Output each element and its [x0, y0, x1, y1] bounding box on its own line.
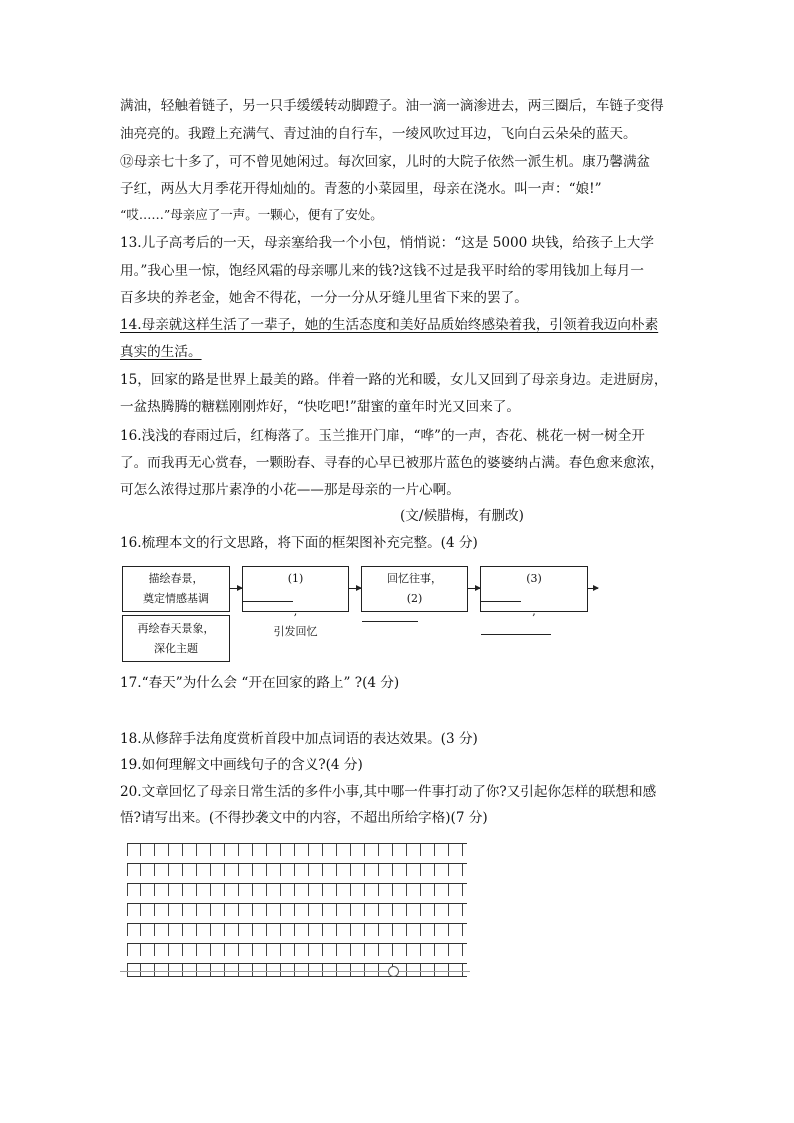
- grid-cell[interactable]: [183, 944, 197, 956]
- grid-cell[interactable]: [449, 844, 463, 856]
- grid-cell[interactable]: [435, 964, 449, 976]
- grid-cell[interactable]: [379, 884, 393, 896]
- grid-cell[interactable]: [351, 964, 365, 976]
- flow-arrow: [230, 588, 242, 589]
- grid-cell[interactable]: [323, 964, 337, 976]
- grid-cell[interactable]: [309, 844, 323, 856]
- grid-cell[interactable]: [337, 884, 351, 896]
- grid-row[interactable]: [127, 843, 467, 856]
- grid-cell[interactable]: [155, 924, 169, 936]
- grid-cell[interactable]: [169, 964, 183, 976]
- resize-handle-icon[interactable]: [388, 966, 399, 977]
- grid-cell[interactable]: [295, 924, 309, 936]
- passage-line: 满油，轻触着链子，另一只手缓缓转动脚蹬子。油一滴一滴渗进去，两三圈后，车链子变得: [120, 98, 664, 114]
- grid-cell[interactable]: [323, 944, 337, 956]
- answer-blank-3[interactable]: [481, 589, 521, 602]
- flow-arrow: [349, 588, 361, 589]
- grid-cell[interactable]: [449, 884, 463, 896]
- flow-box-5: 再绘春天景象， 深化主题: [122, 615, 230, 662]
- grid-cell[interactable]: [281, 884, 295, 896]
- grid-cell[interactable]: [141, 944, 155, 956]
- grid-cell[interactable]: [295, 884, 309, 896]
- grid-cell[interactable]: [337, 944, 351, 956]
- grid-cell[interactable]: [239, 944, 253, 956]
- grid-cell[interactable]: [337, 924, 351, 936]
- grid-cell[interactable]: [323, 924, 337, 936]
- grid-row[interactable]: [127, 943, 467, 956]
- grid-cell[interactable]: [379, 864, 393, 876]
- grid-cell[interactable]: [309, 864, 323, 876]
- grid-cell[interactable]: [197, 964, 211, 976]
- grid-cell[interactable]: [225, 844, 239, 856]
- grid-cell[interactable]: [211, 844, 225, 856]
- flow-arrow: [468, 588, 480, 589]
- grid-cell[interactable]: [183, 884, 197, 896]
- grid-cell[interactable]: [211, 964, 225, 976]
- grid-cell[interactable]: [295, 964, 309, 976]
- grid-cell[interactable]: [253, 884, 267, 896]
- grid-cell[interactable]: [183, 904, 197, 916]
- grid-cell[interactable]: [253, 844, 267, 856]
- grid-cell[interactable]: [379, 844, 393, 856]
- grid-cell[interactable]: [211, 864, 225, 876]
- question-19: 19.如何理解文中画线句子的含义?(4 分): [120, 757, 363, 773]
- grid-cell[interactable]: [183, 964, 197, 976]
- grid-cell[interactable]: [449, 944, 463, 956]
- passage-line: 16.浅浅的春雨过后，红梅落了。玉兰推开门扉，“哗”的一声，杏花、桃花一树一树全开: [120, 428, 645, 444]
- grid-cell[interactable]: [141, 924, 155, 936]
- grid-cell[interactable]: [323, 844, 337, 856]
- passage-line: “哎……”母亲应了一声。一颗心，便有了安处。: [120, 207, 383, 222]
- grid-cell[interactable]: [197, 924, 211, 936]
- grid-cell[interactable]: [351, 944, 365, 956]
- grid-cell[interactable]: [267, 964, 281, 976]
- passage-line: 百多块的养老金，她舍不得花，一分一分从牙缝儿里省下来的罢了。: [120, 290, 528, 306]
- grid-cell[interactable]: [337, 904, 351, 916]
- grid-cell[interactable]: [309, 944, 323, 956]
- grid-cell[interactable]: [365, 884, 379, 896]
- grid-cell[interactable]: [239, 924, 253, 936]
- grid-cell[interactable]: [141, 844, 155, 856]
- grid-cell[interactable]: [239, 864, 253, 876]
- grid-cell[interactable]: [421, 884, 435, 896]
- grid-cell[interactable]: [127, 884, 141, 896]
- grid-cell[interactable]: [127, 924, 141, 936]
- grid-cell[interactable]: [351, 884, 365, 896]
- grid-cell[interactable]: [393, 884, 407, 896]
- grid-cell[interactable]: [393, 864, 407, 876]
- flow-box-2: (1) , 引发回忆: [242, 566, 349, 612]
- grid-cell[interactable]: [127, 844, 141, 856]
- grid-cell[interactable]: [183, 924, 197, 936]
- grid-cell[interactable]: [351, 844, 365, 856]
- grid-cell[interactable]: [239, 844, 253, 856]
- grid-cell[interactable]: [239, 964, 253, 976]
- grid-cell[interactable]: [253, 964, 267, 976]
- grid-cell[interactable]: [267, 844, 281, 856]
- grid-cell[interactable]: [309, 964, 323, 976]
- grid-cell[interactable]: [253, 864, 267, 876]
- grid-cell[interactable]: [155, 944, 169, 956]
- grid-cell[interactable]: [211, 884, 225, 896]
- grid-cell[interactable]: [141, 884, 155, 896]
- grid-cell[interactable]: [407, 924, 421, 936]
- underlined-sentence: 真实的生活。: [120, 344, 202, 360]
- grid-cell[interactable]: [309, 904, 323, 916]
- answer-blank-1[interactable]: [243, 589, 293, 602]
- grid-cell[interactable]: [323, 904, 337, 916]
- question-17: 17.“春天”为什么会 “开在回家的路上” ?(4 分): [120, 675, 400, 691]
- grid-cell[interactable]: [197, 904, 211, 916]
- grid-cell[interactable]: [183, 844, 197, 856]
- divider: [120, 971, 470, 972]
- flow-arrow: [588, 588, 598, 589]
- passage-line: 了。而我再无心赏春，一颗盼春、寻春的心早已被那片蓝色的婆婆纳占满。春色愈来愈浓，: [120, 455, 664, 471]
- grid-cell[interactable]: [239, 904, 253, 916]
- grid-cell[interactable]: [407, 884, 421, 896]
- grid-cell[interactable]: [169, 844, 183, 856]
- passage-line: 13.儿子高考后的一天，母亲塞给我一个小包，悄悄说：“这是 5000 块钱，给孩子上大学: [120, 235, 654, 251]
- grid-cell[interactable]: [267, 924, 281, 936]
- grid-cell[interactable]: [365, 944, 379, 956]
- grid-cell[interactable]: [435, 884, 449, 896]
- flow-box-4: (3) ,: [480, 566, 588, 612]
- grid-cell[interactable]: [421, 924, 435, 936]
- grid-row[interactable]: [127, 963, 467, 976]
- grid-cell[interactable]: [169, 944, 183, 956]
- grid-cell[interactable]: [379, 924, 393, 936]
- passage-line: ⑫母亲七十多了，可不曾见她闲过。每次回家，儿时的大院子依然一派生机。康乃馨满盆: [120, 154, 651, 170]
- grid-cell[interactable]: [141, 904, 155, 916]
- grid-cell[interactable]: [253, 924, 267, 936]
- passage-line: 子红，两丛大月季花开得灿灿的。青葱的小菜园里，母亲在浇水。叫一声：“娘!”: [120, 181, 602, 197]
- grid-cell[interactable]: [449, 924, 463, 936]
- grid-cell[interactable]: [267, 864, 281, 876]
- grid-cell[interactable]: [225, 944, 239, 956]
- grid-cell[interactable]: [211, 924, 225, 936]
- passage-line: 可怎么浓得过那片素净的小花——那是母亲的一片心啊。: [120, 482, 460, 498]
- grid-cell[interactable]: [337, 864, 351, 876]
- grid-cell[interactable]: [295, 844, 309, 856]
- flow-box-3: 回忆往事， (2): [361, 566, 468, 612]
- grid-cell[interactable]: [169, 924, 183, 936]
- grid-cell[interactable]: [337, 964, 351, 976]
- grid-cell[interactable]: [351, 924, 365, 936]
- grid-cell[interactable]: [449, 964, 463, 976]
- grid-cell[interactable]: [253, 944, 267, 956]
- grid-cell[interactable]: [309, 884, 323, 896]
- grid-cell[interactable]: [155, 964, 169, 976]
- grid-cell[interactable]: [365, 964, 379, 976]
- source-note: (文/候腊梅，有删改): [400, 508, 524, 524]
- grid-cell[interactable]: [337, 844, 351, 856]
- answer-blank-4[interactable]: [481, 622, 551, 635]
- grid-cell[interactable]: [141, 964, 155, 976]
- grid-cell[interactable]: [435, 904, 449, 916]
- grid-cell[interactable]: [365, 924, 379, 936]
- grid-cell[interactable]: [393, 904, 407, 916]
- answer-blank-2[interactable]: [362, 609, 418, 622]
- grid-row[interactable]: [127, 883, 467, 896]
- grid-cell[interactable]: [379, 904, 393, 916]
- grid-cell[interactable]: [449, 904, 463, 916]
- grid-cell[interactable]: [253, 904, 267, 916]
- grid-cell[interactable]: [393, 924, 407, 936]
- grid-cell[interactable]: [211, 944, 225, 956]
- grid-cell[interactable]: [379, 944, 393, 956]
- grid-cell[interactable]: [281, 924, 295, 936]
- grid-cell[interactable]: [267, 944, 281, 956]
- grid-cell[interactable]: [365, 864, 379, 876]
- question-16: 16.梳理本文的行文思路，将下面的框架图补充完整。(4 分): [120, 535, 478, 551]
- grid-cell[interactable]: [267, 904, 281, 916]
- grid-cell[interactable]: [295, 904, 309, 916]
- grid-cell[interactable]: [435, 844, 449, 856]
- passage-line: 15，回家的路是世界上最美的路。伴着一路的光和暖，女儿又回到了母亲身边。走进厨房，: [120, 372, 668, 388]
- grid-cell[interactable]: [365, 904, 379, 916]
- grid-cell[interactable]: [323, 864, 337, 876]
- grid-cell[interactable]: [155, 844, 169, 856]
- grid-cell[interactable]: [127, 904, 141, 916]
- grid-cell[interactable]: [407, 864, 421, 876]
- grid-row[interactable]: [127, 923, 467, 936]
- grid-cell[interactable]: [421, 944, 435, 956]
- passage-line: 油亮亮的。我蹬上充满气、青过油的自行车，一绫风吹过耳边，飞向白云朵朵的蓝天。: [120, 126, 637, 142]
- grid-cell[interactable]: [435, 944, 449, 956]
- answer-grid[interactable]: [127, 843, 467, 977]
- grid-cell[interactable]: [393, 944, 407, 956]
- grid-cell[interactable]: [295, 864, 309, 876]
- grid-cell[interactable]: [197, 944, 211, 956]
- grid-bottom-line: [127, 976, 467, 977]
- question-20: 20.文章回忆了母亲日常生活的多件小事,其中哪一件事打动了你?又引起你怎样的联想和感: [120, 784, 657, 800]
- passage-line: 用。”我心里一惊，饱经风霜的母亲哪儿来的钱?这钱不过是我平时给的零用钱加上每月一: [120, 263, 644, 279]
- grid-cell[interactable]: [407, 904, 421, 916]
- grid-cell[interactable]: [421, 964, 435, 976]
- grid-cell[interactable]: [365, 844, 379, 856]
- grid-cell[interactable]: [197, 844, 211, 856]
- question-20-continued: 悟?请写出来。(不得抄袭文中的内容，不超出所给字格)(7 分): [120, 810, 488, 826]
- grid-cell[interactable]: [141, 864, 155, 876]
- grid-cell[interactable]: [155, 904, 169, 916]
- grid-cell[interactable]: [295, 944, 309, 956]
- grid-cell[interactable]: [225, 864, 239, 876]
- grid-cell[interactable]: [169, 884, 183, 896]
- grid-cell[interactable]: [323, 884, 337, 896]
- grid-cell[interactable]: [407, 944, 421, 956]
- grid-cell[interactable]: [407, 964, 421, 976]
- grid-cell[interactable]: [127, 944, 141, 956]
- grid-cell[interactable]: [351, 904, 365, 916]
- grid-cell[interactable]: [435, 924, 449, 936]
- grid-cell[interactable]: [225, 924, 239, 936]
- passage-line: 一盆热腾腾的糖糕刚刚炸好，“快吃吧!”甜蜜的童年时光又回来了。: [120, 399, 520, 415]
- grid-cell[interactable]: [281, 944, 295, 956]
- grid-cell[interactable]: [169, 904, 183, 916]
- underlined-sentence: 14.母亲就这样生活了一辈子，她的生活态度和美好品质始终感染着我，引领着我迈向朴素: [120, 317, 659, 333]
- grid-cell[interactable]: [281, 864, 295, 876]
- grid-cell[interactable]: [239, 884, 253, 896]
- grid-cell[interactable]: [127, 864, 141, 876]
- grid-cell[interactable]: [211, 904, 225, 916]
- grid-cell[interactable]: [449, 864, 463, 876]
- grid-cell[interactable]: [127, 964, 141, 976]
- grid-cell[interactable]: [281, 844, 295, 856]
- grid-cell[interactable]: [393, 844, 407, 856]
- grid-cell[interactable]: [281, 964, 295, 976]
- grid-row[interactable]: [127, 863, 467, 876]
- grid-cell[interactable]: [435, 864, 449, 876]
- grid-cell[interactable]: [155, 864, 169, 876]
- grid-cell[interactable]: [197, 864, 211, 876]
- grid-cell[interactable]: [421, 864, 435, 876]
- grid-cell[interactable]: [197, 884, 211, 896]
- flow-box-1: 描绘春景， 奠定情感基调: [122, 566, 230, 612]
- grid-cell[interactable]: [407, 844, 421, 856]
- grid-cell[interactable]: [309, 924, 323, 936]
- grid-cell[interactable]: [225, 964, 239, 976]
- grid-cell[interactable]: [281, 904, 295, 916]
- grid-cell[interactable]: [267, 884, 281, 896]
- grid-cell[interactable]: [155, 884, 169, 896]
- grid-cell[interactable]: [169, 864, 183, 876]
- question-18: 18.从修辞手法角度赏析首段中加点词语的表达效果。(3 分): [120, 731, 478, 747]
- grid-cell[interactable]: [225, 904, 239, 916]
- grid-row[interactable]: [127, 903, 467, 916]
- grid-cell[interactable]: [351, 864, 365, 876]
- grid-cell[interactable]: [421, 844, 435, 856]
- grid-cell[interactable]: [421, 904, 435, 916]
- grid-cell[interactable]: [183, 864, 197, 876]
- grid-cell[interactable]: [225, 884, 239, 896]
